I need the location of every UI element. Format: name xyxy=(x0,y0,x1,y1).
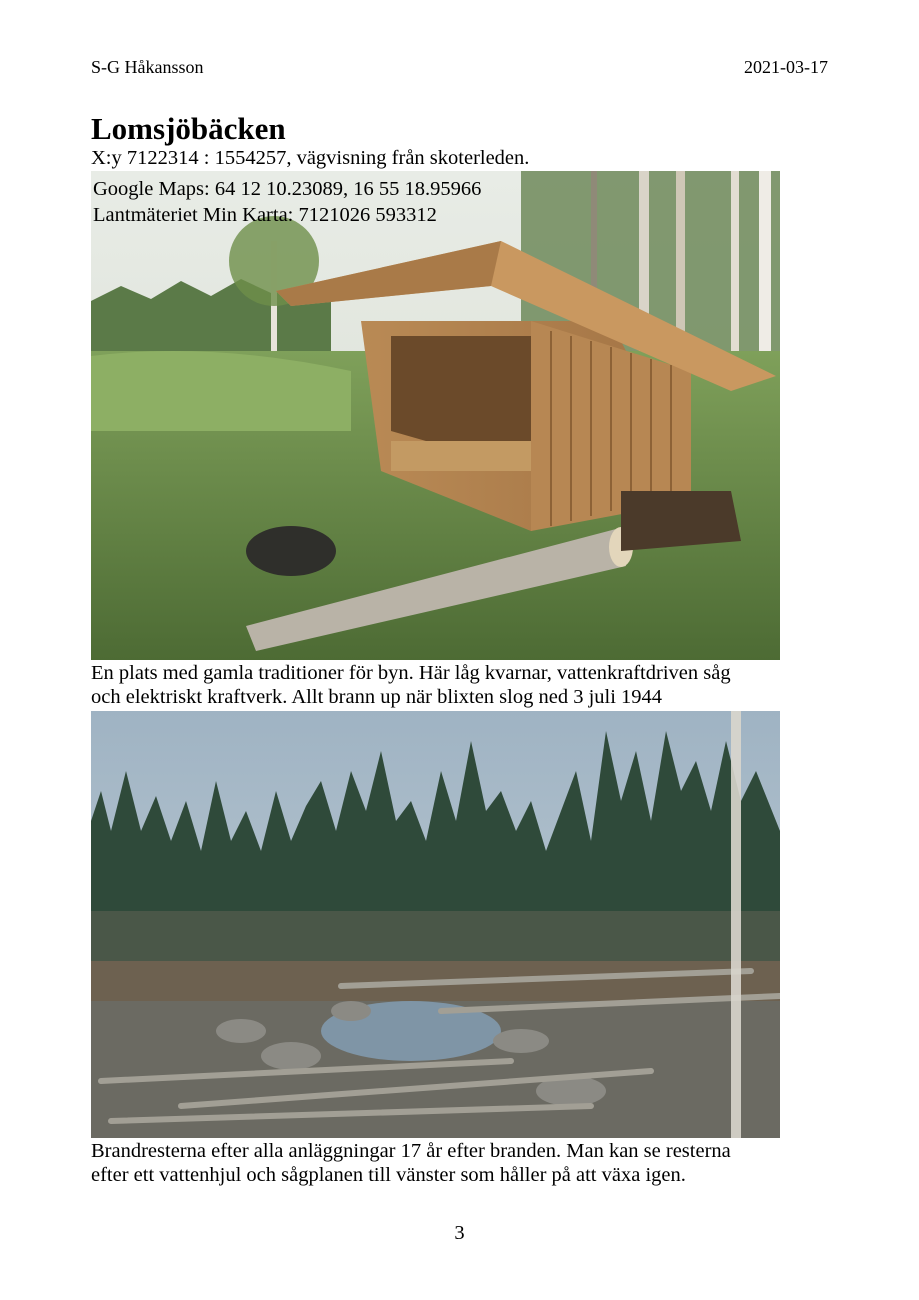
caption-line: Brandresterna efter alla anläggningar 17 år efter branden. Man kan se resterna xyxy=(91,1140,731,1162)
header-author: S-G Håkansson xyxy=(91,57,204,77)
caption-line: En plats med gamla traditioner för byn. Här låg kvarnar, vattenkraftdriven såg xyxy=(91,662,731,684)
caption-shelter xyxy=(91,661,831,709)
shelter-photo xyxy=(91,171,780,660)
header-date: 2021-03-17 xyxy=(744,57,828,77)
shelter-photo-image xyxy=(91,171,780,660)
google-maps-coordinates: Google Maps: 64 12 10.23089, 16 55 18.95966 xyxy=(93,178,482,200)
caption-fire-remains xyxy=(91,1139,831,1187)
lantmateriet-coordinates: Lantmäteriet Min Karta: 7121026 593312 xyxy=(93,204,437,226)
fire-remains-photo-image xyxy=(91,711,780,1138)
coordinates-line: X:y 7122314 : 1554257, vägvisning från skoterleden. xyxy=(91,147,530,169)
page-number: 3 xyxy=(454,1222,465,1244)
fire-remains-photo xyxy=(91,711,780,1138)
page-title: Lomsjöbäcken xyxy=(91,111,286,146)
caption-line: och elektriskt kraftverk. Allt brann up när blixten slog ned 3 juli 1944 xyxy=(91,686,663,708)
caption-line: efter ett vattenhjul och sågplanen till vänster som håller på att växa igen. xyxy=(91,1164,686,1186)
